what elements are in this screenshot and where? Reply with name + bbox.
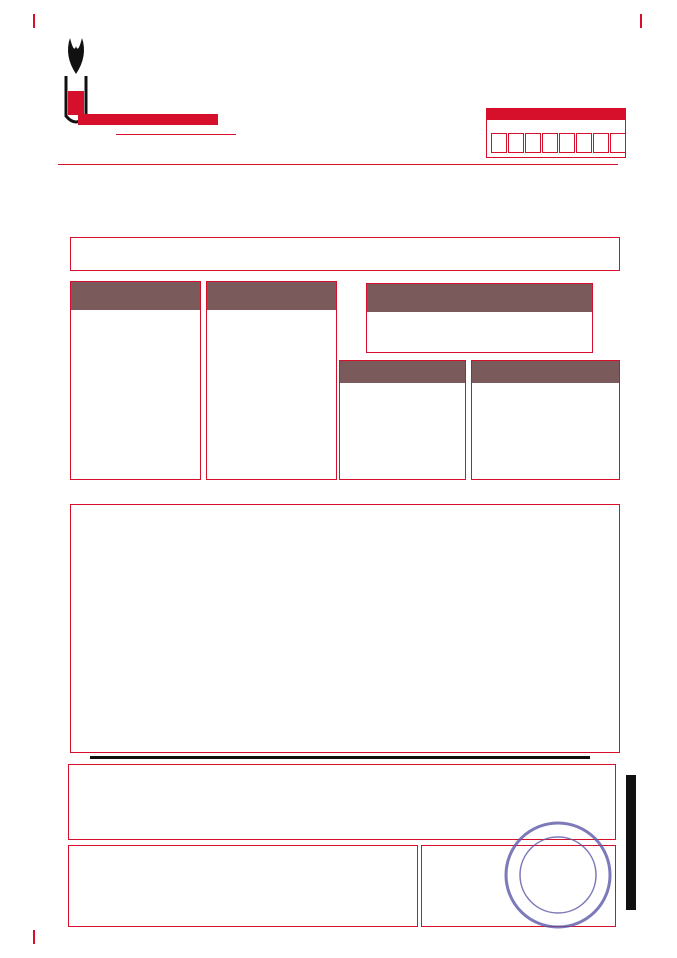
roll-label — [71, 282, 200, 310]
test-date-box — [486, 108, 626, 158]
date-digit[interactable] — [491, 133, 507, 153]
date-digit[interactable] — [610, 133, 626, 153]
brand-tagline — [78, 114, 218, 125]
booklet-label — [207, 282, 336, 310]
corner-mark-top-right — [640, 14, 642, 28]
date-digit[interactable] — [508, 133, 524, 153]
top-rule — [58, 164, 618, 165]
test-date-label — [487, 109, 625, 120]
date-digits[interactable] — [491, 133, 626, 153]
answer-sheet-id-section — [366, 283, 593, 353]
response-grid — [70, 504, 620, 753]
roll-section — [70, 281, 201, 480]
right-black-bar — [626, 775, 636, 910]
corner-mark-bottom-left — [33, 930, 35, 944]
date-digit[interactable] — [525, 133, 541, 153]
booklet-code-section — [471, 360, 620, 480]
notice-box — [70, 237, 620, 271]
official-stamp — [498, 815, 618, 935]
date-digit[interactable] — [559, 133, 575, 153]
answer-sheet-id-label — [367, 284, 592, 312]
booklet-section — [206, 281, 337, 480]
test-no-value[interactable] — [116, 134, 236, 135]
date-digit[interactable] — [576, 133, 592, 153]
declaration-section — [68, 845, 418, 927]
programme-section — [339, 360, 466, 480]
name-section — [66, 183, 620, 233]
corner-mark-top-left — [33, 14, 35, 28]
mid-rule — [90, 756, 590, 759]
date-digit[interactable] — [542, 133, 558, 153]
booklet-code-label — [472, 361, 619, 383]
date-digit[interactable] — [593, 133, 609, 153]
programme-label — [340, 361, 465, 383]
